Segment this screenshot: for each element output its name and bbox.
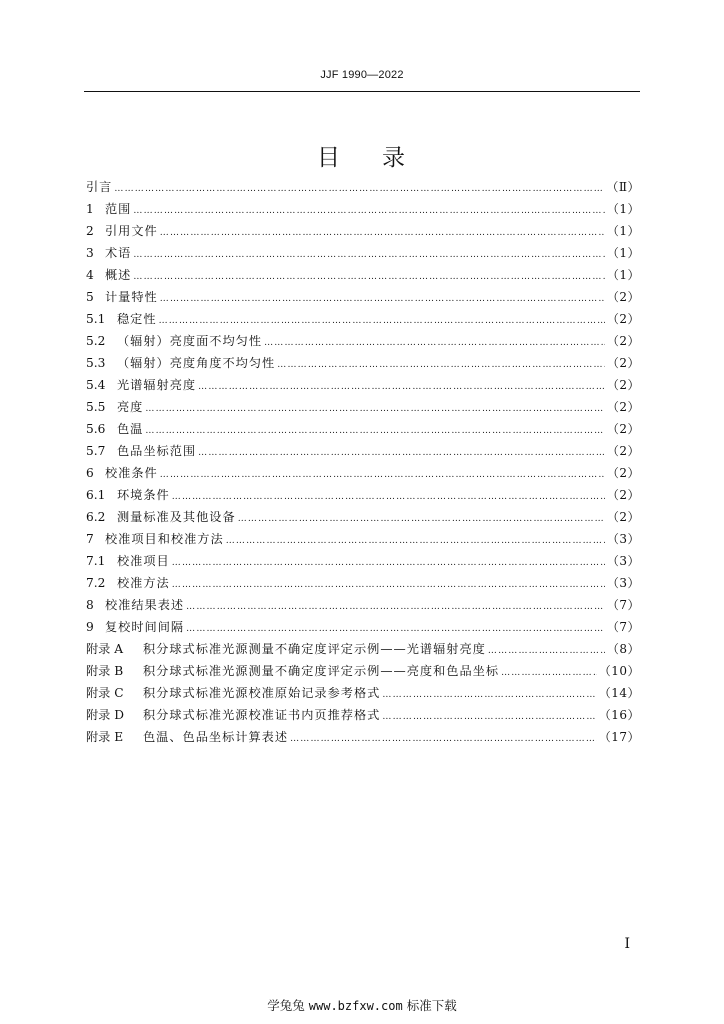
- toc-dot-leader: [159, 310, 605, 332]
- toc-entry-page: （2）: [606, 488, 640, 502]
- toc-entry-number: 5.5: [86, 400, 106, 414]
- toc-entry-page: （17）: [598, 730, 640, 744]
- toc-dot-leader: [172, 552, 605, 574]
- toc-dot-leader: [198, 442, 605, 464]
- toc-entry-page: （1）: [606, 246, 640, 260]
- toc-entry-number: 2: [86, 224, 94, 238]
- toc-dot-leader: [114, 178, 604, 200]
- page-title: [0, 139, 724, 172]
- toc-entry-title: 计量特性: [105, 290, 158, 304]
- toc-entry-number: 5.2: [86, 334, 106, 348]
- toc-entry-page: （2）: [606, 444, 640, 458]
- toc-entry-page: （2）: [606, 334, 640, 348]
- toc-dot-leader: [172, 486, 605, 508]
- toc-entry-title: （辐射）亮度面不均匀性: [117, 334, 263, 348]
- page-title-left: 目: [317, 145, 342, 172]
- page-number: I: [624, 936, 630, 952]
- toc-entry-page: （2）: [606, 356, 640, 370]
- toc-entry-title: 校准方法: [117, 576, 170, 590]
- toc-entry-page: （1）: [606, 268, 640, 282]
- toc-entry-page: （8）: [606, 642, 640, 656]
- toc-entry[interactable]: [86, 660, 640, 682]
- toc-dot-leader: [198, 376, 605, 398]
- toc-entry-title: 概述: [105, 268, 132, 282]
- toc-entry[interactable]: [86, 198, 640, 220]
- toc-entry[interactable]: [86, 462, 640, 484]
- toc-dot-leader: [160, 222, 605, 244]
- toc-entry[interactable]: [86, 374, 640, 396]
- toc-entry[interactable]: [86, 264, 640, 286]
- toc-dot-leader: [160, 464, 605, 486]
- toc-entry-page: （Ⅱ）: [606, 180, 640, 194]
- toc-entry-number: 5.3: [86, 356, 106, 370]
- toc-entry-number: 5.1: [86, 312, 106, 326]
- toc-entry-title: 亮度: [117, 400, 144, 414]
- toc-entry-title: 校准项目和校准方法: [105, 532, 224, 546]
- toc-dot-leader: [145, 398, 604, 420]
- toc-entry-number: 3: [86, 246, 94, 260]
- toc-entry[interactable]: [86, 308, 640, 330]
- toc-entry-page: （2）: [606, 312, 640, 326]
- toc-entry-page: （16）: [598, 708, 640, 722]
- toc-entry[interactable]: [86, 550, 640, 572]
- toc-entry-title: 引言: [86, 180, 113, 194]
- toc-entry-number: 附录 B: [86, 664, 124, 678]
- toc-entry-page: （3）: [606, 532, 640, 546]
- toc-dot-leader: [145, 420, 604, 442]
- toc-entry-number: 附录 D: [86, 708, 125, 722]
- toc-entry-page: （2）: [606, 290, 640, 304]
- toc-entry-number: 7: [86, 532, 94, 546]
- toc-entry-page: （2）: [606, 400, 640, 414]
- toc-entry-number: 附录 E: [86, 730, 124, 744]
- footer-url[interactable]: www.bzfxw.com: [308, 999, 403, 1013]
- toc-dot-leader: [160, 288, 605, 310]
- page-title-right: 录: [382, 145, 407, 172]
- toc-entry-title: 引用文件: [105, 224, 158, 238]
- header-divider: [84, 91, 640, 92]
- toc-entry[interactable]: [86, 330, 640, 352]
- toc-entry[interactable]: [86, 418, 640, 440]
- toc-entry-page: （2）: [606, 378, 640, 392]
- toc-entry-number: 5: [86, 290, 94, 304]
- toc-dot-leader: [186, 596, 605, 618]
- toc-entry-title: 范围: [105, 202, 132, 216]
- toc-dot-leader: [133, 200, 604, 222]
- toc-entry[interactable]: [86, 704, 640, 726]
- toc-entry-page: （2）: [606, 466, 640, 480]
- toc-dot-leader: [186, 618, 605, 640]
- toc-entry-page: （7）: [606, 598, 640, 612]
- footer-label: 标准下载: [406, 998, 457, 1013]
- toc-dot-leader: [290, 728, 597, 750]
- toc-entry[interactable]: [86, 176, 640, 198]
- toc-entry-page: （7）: [606, 620, 640, 634]
- toc-entry[interactable]: [86, 506, 640, 528]
- toc-dot-leader: [277, 354, 605, 376]
- toc-entry-page: （10）: [598, 664, 640, 678]
- toc-entry-title: 积分球式标准光源校准证书内页推荐格式: [143, 708, 381, 722]
- toc-entry-number: 8: [86, 598, 94, 612]
- toc-dot-leader: [172, 574, 605, 596]
- toc-entry[interactable]: [86, 682, 640, 704]
- toc-entry-title: 复校时间间隔: [105, 620, 185, 634]
- toc-dot-leader: [382, 684, 596, 706]
- toc-entry-number: 附录 A: [86, 642, 124, 656]
- toc-entry-title: 积分球式标准光源测量不确定度评定示例——光谱辐射亮度: [143, 642, 486, 656]
- table-of-contents: [86, 176, 640, 748]
- toc-entry-title: 校准条件: [105, 466, 158, 480]
- footer-site-name: 学兔兔: [267, 998, 305, 1013]
- toc-entry-number: 7.2: [86, 576, 106, 590]
- toc-entry-number: 9: [86, 620, 94, 634]
- toc-entry[interactable]: [86, 396, 640, 418]
- toc-entry-title: 术语: [105, 246, 132, 260]
- toc-entry-title: 色品坐标范围: [117, 444, 197, 458]
- toc-dot-leader: [501, 662, 597, 684]
- toc-entry-title: 测量标准及其他设备: [117, 510, 236, 524]
- toc-dot-leader: [238, 508, 605, 530]
- toc-entry[interactable]: [86, 352, 640, 374]
- toc-entry[interactable]: [86, 440, 640, 462]
- toc-dot-leader: [226, 530, 605, 552]
- toc-entry[interactable]: [86, 594, 640, 616]
- toc-entry[interactable]: [86, 726, 640, 748]
- toc-entry[interactable]: [86, 220, 640, 242]
- toc-entry-number: 6.2: [86, 510, 106, 524]
- toc-dot-leader: [382, 706, 596, 728]
- footer-watermark: [0, 996, 724, 1014]
- toc-entry-title: 稳定性: [117, 312, 157, 326]
- toc-entry-number: 5.7: [86, 444, 106, 458]
- toc-entry-page: （2）: [606, 510, 640, 524]
- toc-entry-title: 积分球式标准光源测量不确定度评定示例——亮度和色品坐标: [143, 664, 500, 678]
- toc-entry[interactable]: [86, 242, 640, 264]
- toc-entry-page: （1）: [606, 202, 640, 216]
- toc-entry-page: （14）: [598, 686, 640, 700]
- toc-dot-leader: [133, 266, 604, 288]
- toc-entry-title: 色温、色品坐标计算表述: [143, 730, 289, 744]
- toc-entry-number: 7.1: [86, 554, 106, 568]
- toc-entry[interactable]: [86, 616, 640, 638]
- toc-entry-number: 5.4: [86, 378, 106, 392]
- toc-entry-title: （辐射）亮度角度不均匀性: [117, 356, 276, 370]
- toc-entry-title: 色温: [117, 422, 144, 436]
- toc-entry-title: 校准结果表述: [105, 598, 185, 612]
- toc-entry-page: （3）: [606, 554, 640, 568]
- toc-entry-page: （3）: [606, 576, 640, 590]
- toc-entry-number: 6: [86, 466, 94, 480]
- toc-entry-page: （1）: [606, 224, 640, 238]
- toc-entry-title: 环境条件: [117, 488, 170, 502]
- toc-entry-number: 5.6: [86, 422, 106, 436]
- toc-entry[interactable]: [86, 484, 640, 506]
- toc-entry[interactable]: [86, 528, 640, 550]
- document-code: JJF 1990—2022: [320, 69, 404, 81]
- toc-entry[interactable]: [86, 286, 640, 308]
- toc-entry-number: 1: [86, 202, 94, 216]
- toc-entry[interactable]: [86, 572, 640, 594]
- toc-entry-number: 4: [86, 268, 94, 282]
- toc-dot-leader: [264, 332, 605, 354]
- toc-entry-page: （2）: [606, 422, 640, 436]
- toc-entry[interactable]: [86, 638, 640, 660]
- toc-entry-number: 6.1: [86, 488, 106, 502]
- toc-entry-title: 积分球式标准光源校准原始记录参考格式: [143, 686, 381, 700]
- toc-dot-leader: [133, 244, 604, 266]
- toc-entry-title: 光谱辐射亮度: [117, 378, 197, 392]
- toc-entry-title: 校准项目: [117, 554, 170, 568]
- toc-entry-number: 附录 C: [86, 686, 124, 700]
- toc-dot-leader: [488, 640, 605, 662]
